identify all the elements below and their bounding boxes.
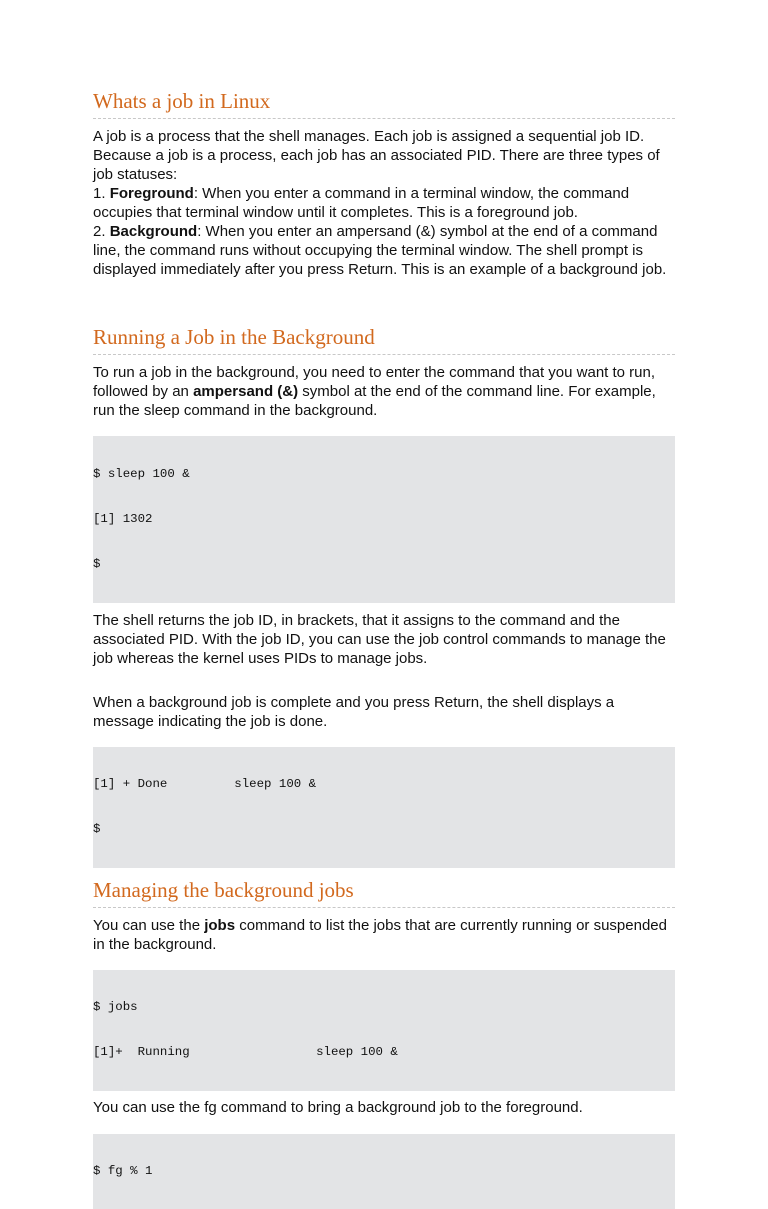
code-block-done [93, 747, 675, 868]
code-line: $ [93, 557, 101, 571]
fg-command-paragraph: You can use the fg command to bring a background job to the foreground. [93, 1099, 583, 1116]
paragraph-text: You can use the [93, 917, 205, 934]
jobs-term: jobs [204, 917, 236, 934]
job-done-paragraph: When a background job is complete and you press Return, the shell displays a message indicating the job is done. [93, 694, 615, 730]
code-line: $ [93, 822, 101, 836]
paragraph-text: symbol at the end of the command line. For example, run the sleep command in the background. [93, 383, 656, 419]
item1-prefix: 1. [93, 185, 110, 202]
code-line: [1] + Done sleep 100 & [93, 777, 317, 791]
intro-text: A job is a process that the shell manages. Each job is assigned a sequential job ID. Because a job is a process, each job has an associated PID. There are three types of job statuses: [93, 128, 660, 183]
code-line: $ sleep 100 & [93, 467, 190, 481]
jobs-command-paragraph [93, 916, 675, 954]
heading-rule [93, 354, 675, 355]
code-block-fg [93, 1134, 675, 1209]
code-line: $ jobs [93, 1000, 138, 1014]
document-content [93, 88, 675, 1209]
job-intro-paragraph [93, 127, 675, 279]
code-line: [1]+ Running sleep 100 & [93, 1045, 398, 1059]
paragraph-text: command to list the jobs that are currently running or suspended in the background. [93, 917, 667, 953]
code-line: $ fg % 1 [93, 1164, 153, 1178]
item2-prefix: 2. [93, 223, 110, 240]
section-heading-managing-jobs: Managing the background jobs [93, 878, 354, 902]
foreground-description: : When you enter a command in a terminal window, the command occupies that terminal window until it completes. This is a foreground job. [93, 185, 630, 221]
code-line: [1] 1302 [93, 512, 153, 526]
background-description: : When you enter an ampersand (&) symbol at the end of a command line, the command runs without occupying the terminal window. The shell prompt is displayed immediately after you press Return. This is an example of a background job. [93, 223, 667, 278]
heading-rule [93, 118, 675, 119]
ampersand-term: ampersand (&) [193, 383, 299, 400]
code-block-jobs [93, 970, 675, 1091]
background-term: Background [109, 223, 198, 240]
section-heading-running-background: Running a Job in the Background [93, 325, 375, 349]
run-background-paragraph [93, 363, 675, 420]
code-block-sleep [93, 436, 675, 603]
paragraph-text: To run a job in the background, you need to enter the command that you want to run, followed by an [93, 364, 656, 400]
job-id-paragraph: The shell returns the job ID, in brackets, that it assigns to the command and the associated PID. With the job ID, you can use the job control commands to manage the job whereas the kernel uses PIDs to manage jobs. [93, 612, 666, 667]
foreground-term: Foreground [109, 185, 194, 202]
section-heading-whats-a-job: Whats a job in Linux [93, 89, 271, 113]
heading-rule [93, 907, 675, 908]
